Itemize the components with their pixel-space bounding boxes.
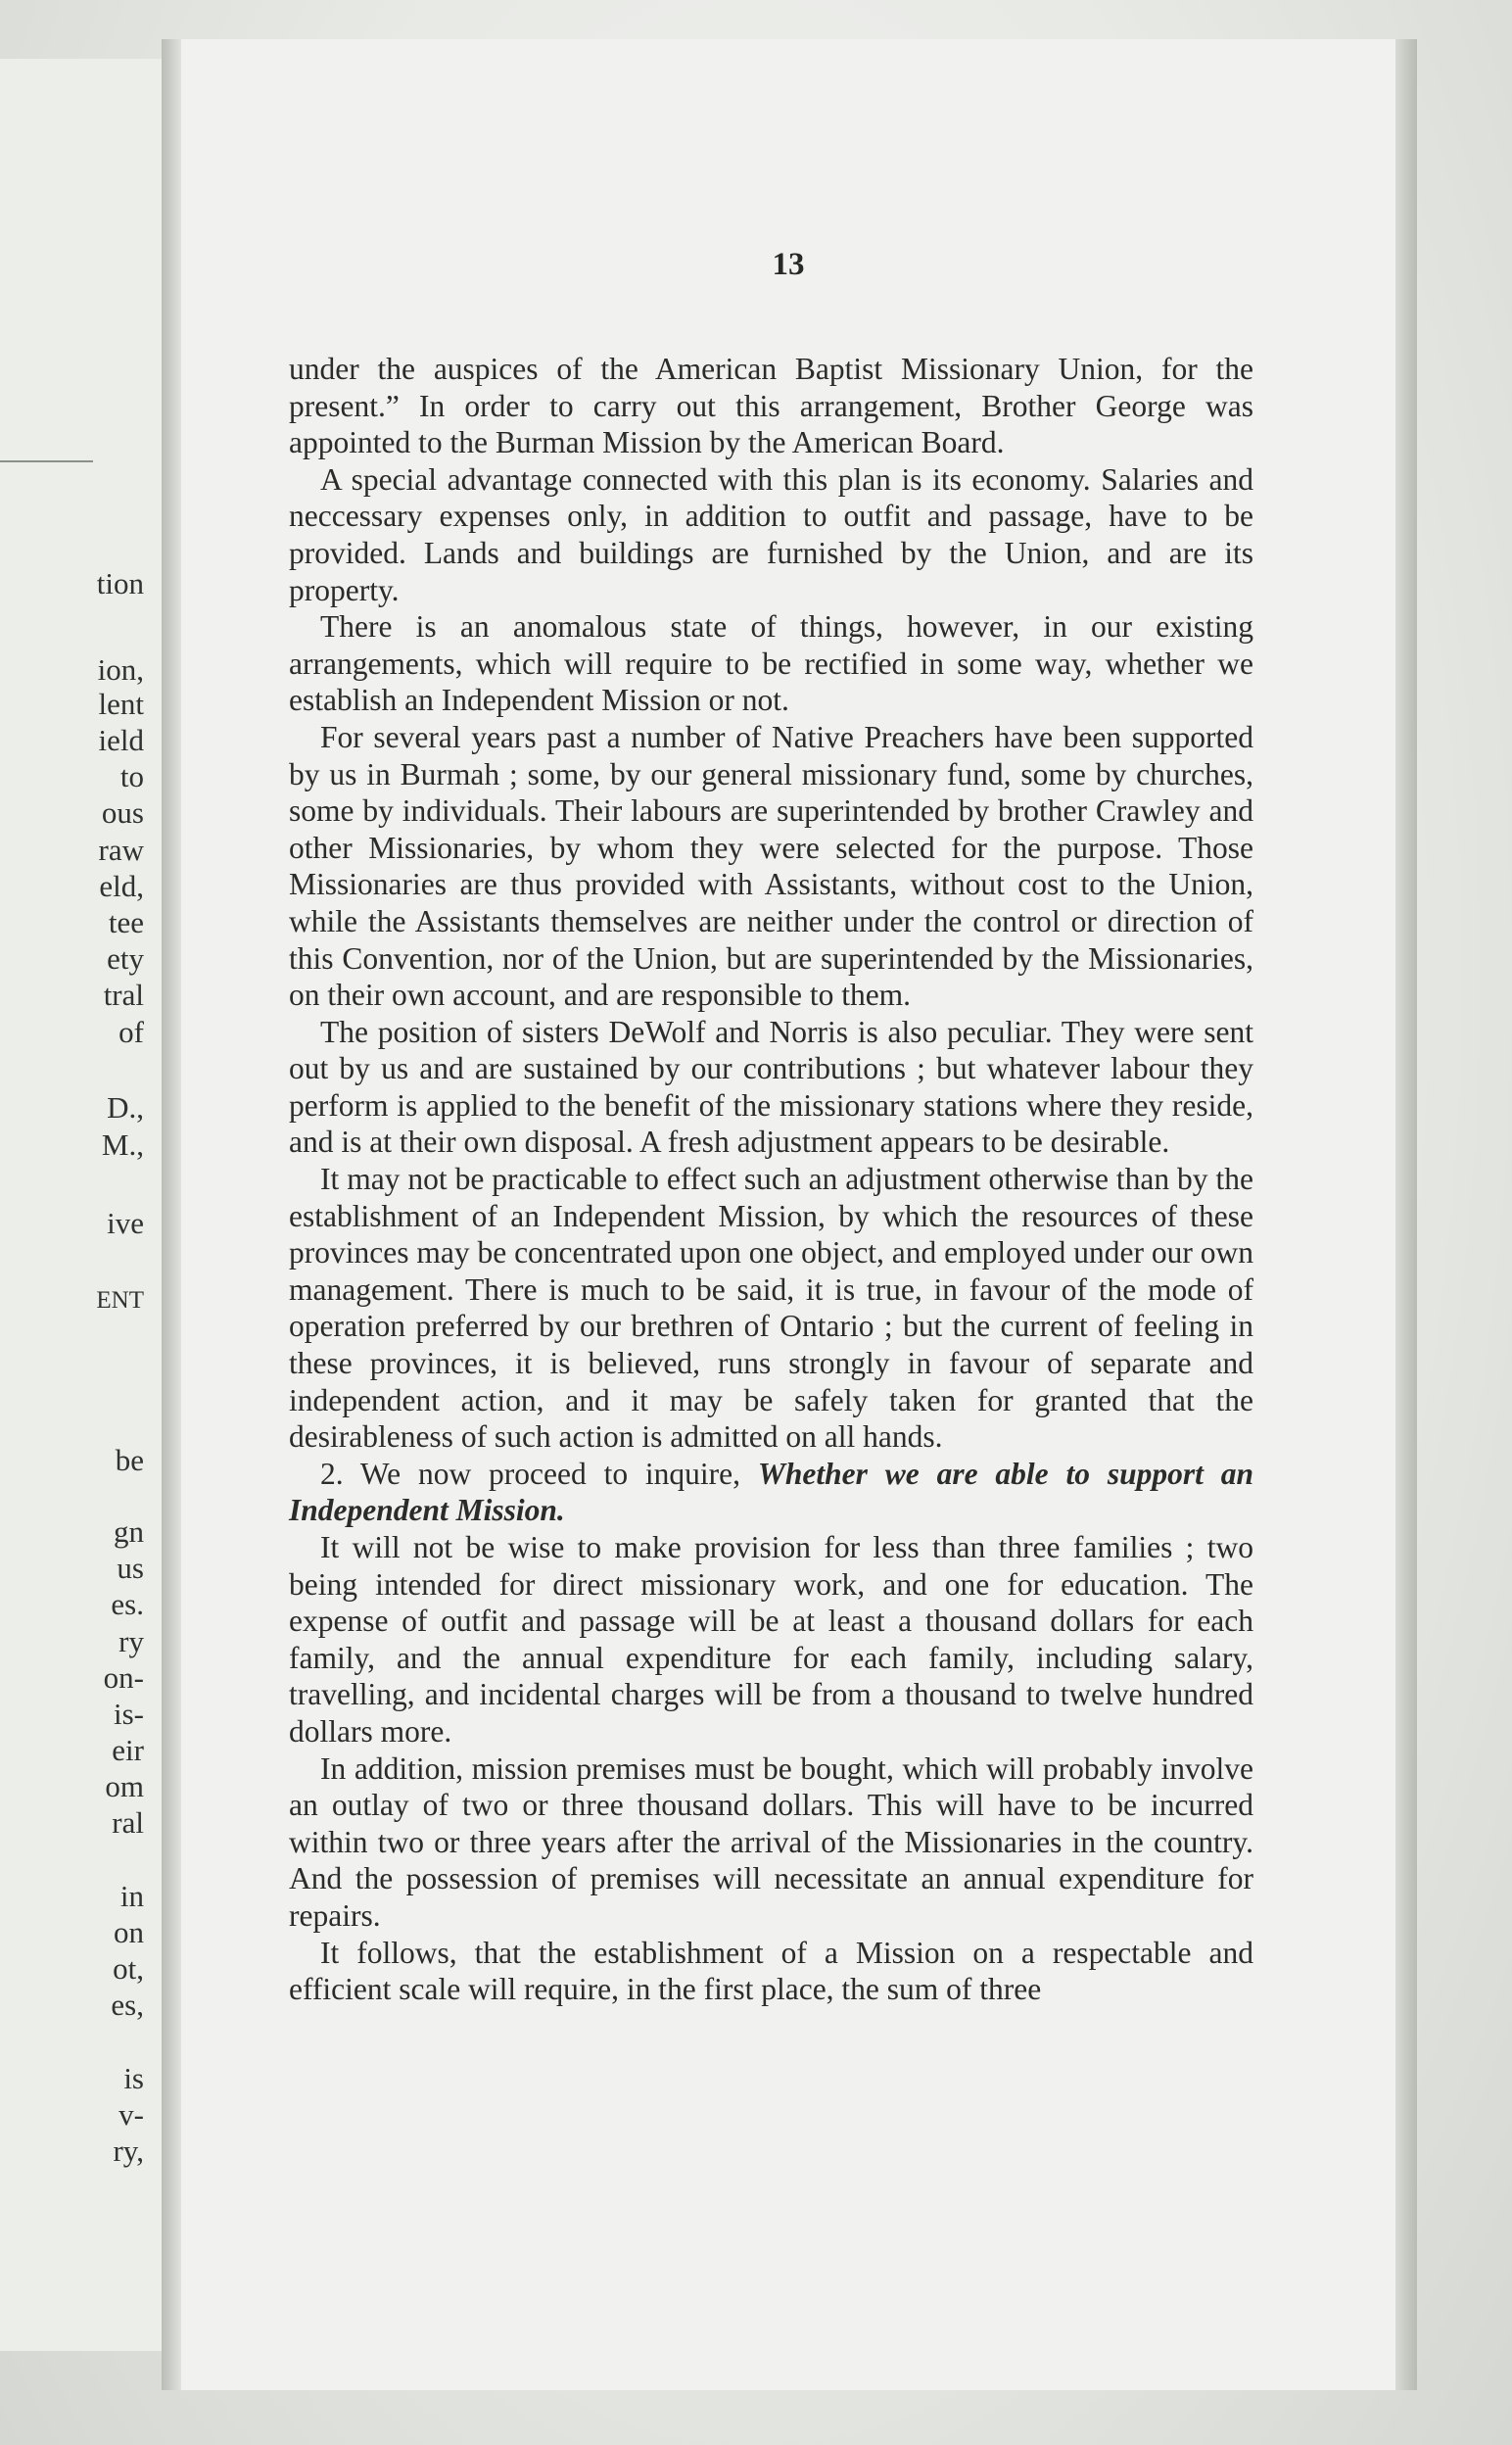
paragraph: For several years past a number of Native Preachers have been supported by us in Burmah ; some, by our general missionary fund, some by churches, some by individuals. Their labours are superintended by brother Crawley and other Missionaries, by whom they were selected for the purpose. Those Missionaries are thus provided with Assistants, without cost to the Union, while the Assistants themselves are neither under the control or direction of this Convention, nor of the Union, but are superintended by the Missionaries, on their own account, and are responsible to them. — [289, 719, 1253, 1013]
paragraph: It may not be practicable to effect such an adjustment otherwise than by the establishment of an Independent Mission, by which the resources of these provinces may be concentrated upon one object, and employed under our own management. There is much to be said, it is true, in favour of the mode of operation preferred by our brethren of Ontario ; but the current of feeling in these provinces, it is believed, runs strongly in favour of separate and independent action, and it may be safely taken for granted that the desirableness of such action is admitted on all hands. — [289, 1162, 1253, 1455]
facing-page-text: of — [118, 1015, 144, 1049]
facing-page-text: ENT — [96, 1287, 144, 1314]
facing-page-text: is- — [114, 1697, 144, 1731]
paragraph: It follows, that the establishment of a Mission on a respectable and efficient scale will require, in the first place, the sum of three — [289, 1935, 1253, 2007]
section-question — [289, 1456, 1253, 1529]
facing-page-text: lent — [98, 687, 144, 721]
facing-page-text: be — [115, 1443, 144, 1477]
paragraph: A special advantage connected with this plan is its economy. Salaries and neccessary expenses only, in addition to outfit and passage, have to be provided. Lands and buildings are furnished by the Union, and are its property. — [289, 461, 1253, 607]
facing-page-text: raw — [98, 833, 144, 867]
facing-page-text: gn — [114, 1514, 144, 1549]
facing-page-text: us — [117, 1551, 144, 1585]
facing-page-text: in — [119, 1879, 144, 1913]
facing-page-text: ry, — [113, 2133, 144, 2168]
facing-page-text: tion — [96, 566, 144, 600]
facing-page-text: es, — [111, 1988, 144, 2022]
facing-page-text: es. — [111, 1587, 144, 1621]
facing-page-text: eld, — [99, 869, 144, 903]
paragraph: It will not be wise to make provision for less than three families ; two being intended for direct missionary work, and one for education. The expense of outfit and passage will be at least a thousand dollars for each family, and the annual expenditure for each family, including salary, travelling, and incidental charges will be from a thousand to twelve hundred dollars more. — [289, 1530, 1253, 1749]
page-edge — [1395, 39, 1417, 2390]
facing-page-text: tee — [108, 905, 144, 939]
facing-page-text: ry — [118, 1624, 144, 1658]
facing-page-text: is — [123, 2061, 144, 2095]
facing-page-text: eir — [112, 1733, 144, 1767]
facing-page-text: D., — [107, 1090, 144, 1125]
facing-page-text: ive — [107, 1206, 144, 1240]
facing-page-text: om — [105, 1769, 144, 1803]
question-lead: 2. We now proceed to inquire, — [320, 1456, 758, 1491]
facing-page-fragment — [0, 59, 165, 2351]
document-page — [181, 39, 1395, 2390]
facing-page-text: on — [114, 1915, 144, 1949]
facing-page-text: ion, — [97, 652, 144, 687]
paragraph: There is an anomalous state of things, however, in our existing arrangements, which will require to be rectified in some way, whether we establish an Independent Mission or not. — [289, 609, 1253, 718]
facing-page-text: ot, — [113, 1951, 144, 1986]
body-text — [289, 351, 1253, 2008]
paragraph: In addition, mission premises must be bought, which will probably involve an outlay of two or three thousand dollars. This will have to be incurred within two or three years after the arrival of the Missionaries in the country. And the possession of premises will necessitate an annual expenditure for repairs. — [289, 1750, 1253, 1933]
facing-page-text: tral — [103, 978, 144, 1012]
facing-page-text: on- — [103, 1660, 144, 1695]
facing-page-text: M., — [101, 1127, 144, 1162]
facing-page-text: ety — [107, 941, 144, 976]
facing-page-text: ral — [112, 1805, 144, 1840]
paragraph: The position of sisters DeWolf and Norris is also peculiar. They were sent out by us and are sustained by our contributions ; but whatever labour they perform is applied to the benefit of the missionary stations where they reside, and is at their own disposal. A fresh adjustment appears to be desirable. — [289, 1014, 1253, 1160]
page-number: 13 — [772, 247, 805, 282]
facing-page-rule — [0, 460, 93, 462]
paragraph: under the auspices of the American Baptist Missionary Union, for the present.” In order to carry out this arrangement, Brother George was appointed to the Burman Mission by the American Board. — [289, 352, 1253, 460]
facing-page-text: ield — [98, 723, 144, 757]
facing-page-text: to — [119, 759, 144, 793]
question-italic: Whether we are able to support an Independent Mission. — [289, 1456, 1254, 1528]
facing-page-text: ous — [101, 795, 144, 830]
facing-page-text: v- — [118, 2097, 144, 2132]
